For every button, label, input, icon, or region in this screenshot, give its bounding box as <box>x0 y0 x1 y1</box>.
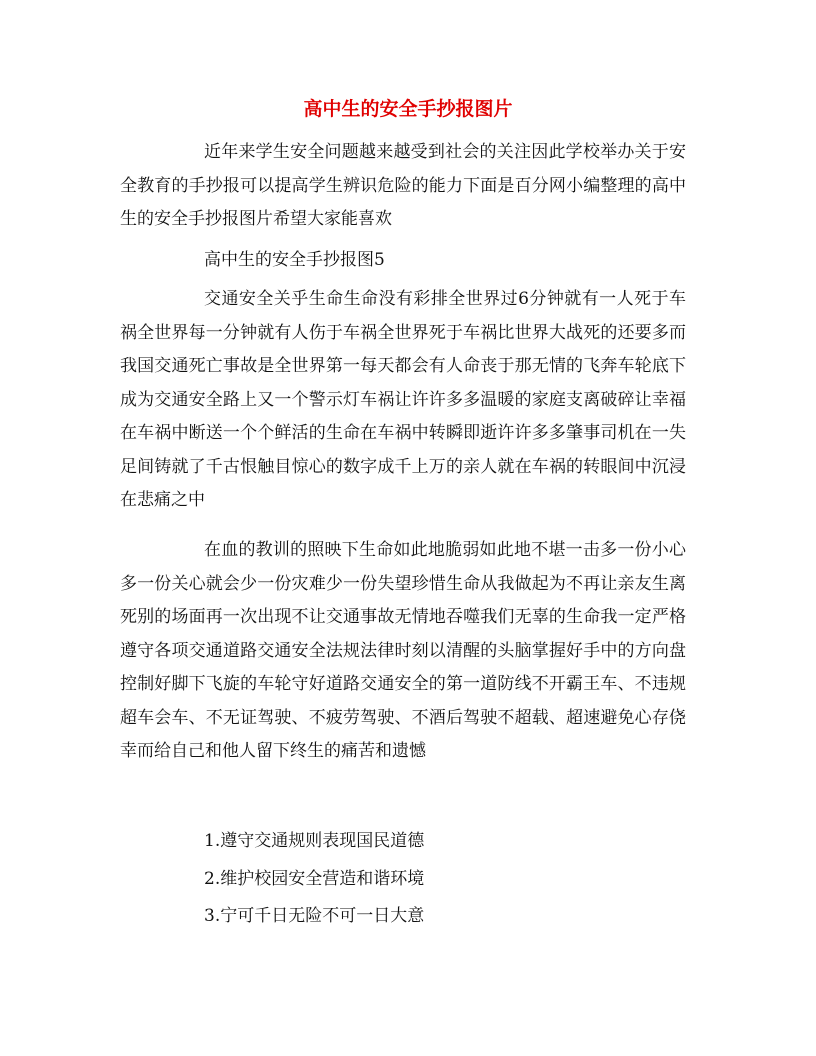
document-title: 高中生的安全手抄报图片 <box>303 98 513 120</box>
cherish-life-paragraph: 在血的教训的照映下生命如此地脆弱如此地不堪一击多一份小心多一份关心就会少一份灾难少一份失望珍惜生命从我做起为不再让亲友生离死别的场面再一次出现不让交通事故无情地吞噬我们无辜的生命我一定严格遵守各项交通道路交通安全法规法律时刻以清醒的头脑掌握好手中的方向盘控制好脚下飞旋的车轮守好道路交通安全的第一道防线不开霸王车、不违规超车会车、不无证驾驶、不疲劳驾驶、不酒后驾驶不超载、超速避免心存侥幸而给自己和他人留下终生的痛苦和遗憾 <box>120 540 686 761</box>
image-caption: 高中生的安全手抄报图5 <box>204 250 385 270</box>
slogan-item: 3.宁可千日无险不可一日大意 <box>204 906 425 926</box>
slogan-item: 1.遵守交通规则表现国民道德 <box>204 831 425 851</box>
slogan-item: 2.维护校园安全营造和谐环境 <box>204 869 425 889</box>
traffic-safety-paragraph: 交通安全关乎生命生命没有彩排全世界过6分钟就有一人死于车祸全世界每一分钟就有人伤于车祸全世界死于车祸比世界大战死的还要多而我国交通死亡事故是全世界第一每天都会有人命丧于那无情的飞奔车轮底下成为交通安全路上又一个警示灯车祸让许许多多温暖的家庭支离破碎让幸福在车祸中断送一个个鲜活的生命在车祸中转瞬即逝许许多多肇事司机在一失足间铸就了千古恨触目惊心的数字成千上万的亲人就在车祸的转眼间中沉浸在悲痛之中 <box>120 289 686 510</box>
intro-paragraph: 近年来学生安全问题越来越受到社会的关注因此学校举办关于安全教育的手抄报可以提高学生辨识危险的能力下面是百分网小编整理的高中生的安全手抄报图片希望大家能喜欢 <box>120 142 686 229</box>
